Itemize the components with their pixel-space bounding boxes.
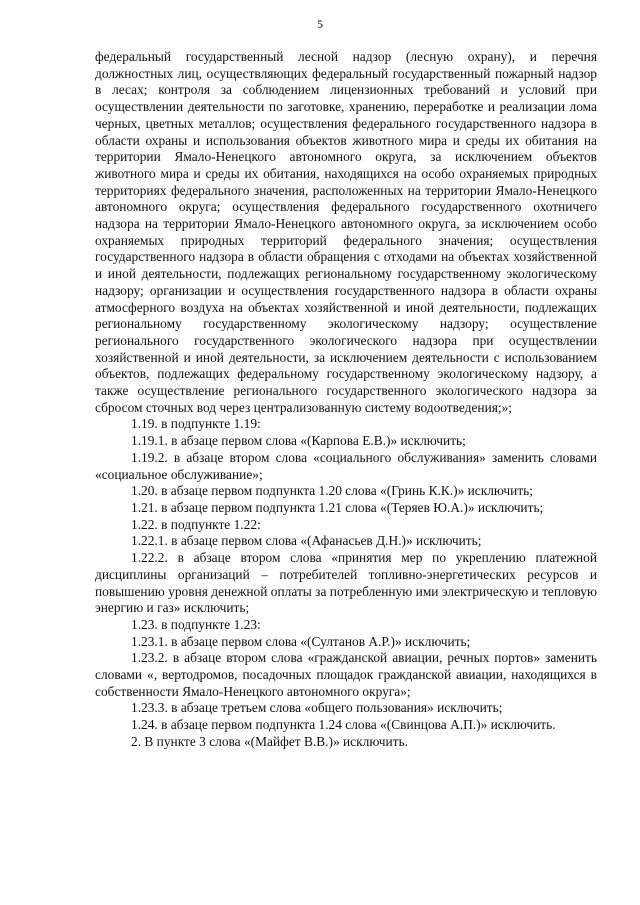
paragraph-1-23-3: 1.23.3. в абзаце третьем слова «общего пользования» исключить; <box>131 700 503 716</box>
paragraph-1-19: 1.19. в подпункте 1.19: <box>131 416 261 432</box>
paragraph-1-22: 1.22. в подпункте 1.22: <box>131 516 261 532</box>
document-body <box>95 49 597 751</box>
page-number: 5 <box>317 17 323 31</box>
paragraph-1-19-1: 1.19.1. в абзаце первом слова «(Карпова Е.В.)» исключить; <box>131 433 466 449</box>
paragraph-2: 2. В пункте 3 слова «(Майфет В.В.)» исключить. <box>131 733 409 749</box>
paragraph-1-19-2: 1.19.2. в абзаце втором слова «социального обслуживания» заменить словами «социальное обслуживание»; <box>95 449 597 482</box>
paragraph-1-24: 1.24. в абзаце первом подпункта 1.24 слова «(Свинцова А.П.)» исключить. <box>131 717 556 733</box>
paragraph-1-23-2: 1.23.2. в абзаце втором слова «гражданской авиации, речных портов» заменить словами «, вертодромов, посадочных площадок гражданской авиации, находящихся в собственности Ямало-Ненецкого автономного округа»; <box>95 650 597 699</box>
paragraph-1-22-2: 1.22.2. в абзаце втором слова «принятия мер по укреплению платежной дисциплины организаций – потребителей топливно-энергетических ресурсов и повышению уровня денежной оплаты за потребленную ими электрическую и тепловую энергию и газ» исключить; <box>95 550 597 616</box>
paragraph-1-23: 1.23. в подпункте 1.23: <box>131 616 261 632</box>
paragraph-1-21: 1.21. в абзаце первом подпункта 1.21 слова «(Теряев Ю.А.)» исключить; <box>131 499 544 515</box>
paragraph-1-23-1: 1.23.1. в абзаце первом слова «(Султанов А.Р.)» исключить; <box>131 633 471 649</box>
paragraph-1-20: 1.20. в абзаце первом подпункта 1.20 слова «(Гринь К.К.)» исключить; <box>131 483 533 499</box>
paragraph-1-22-1: 1.22.1. в абзаце первом слова «(Афанасьев Д.Н.)» исключить; <box>131 533 482 549</box>
paragraph-continuation: федеральный государственный лесной надзор (лесную охрану), и перечня должностных лиц, осуществляющих федеральный государственный пожарный надзор в лесах; контроля за соблюдением лицензионных требований и условий при осуществлении деятельности по заготовке, хранению, переработке и реализации лома черных, цветных металлов; осуществления федерального государственного надзора в области охраны и использования объектов животного мира и среды их обитания на территории Ямало-Ненецкого автономного округа, за исключением объектов животного мира и среды их обитания, находящихся на особо охраняемых природных территориях федерального значения, расположенных на территории Ямало-Ненецкого автономного округа; осуществления федерального государственного охотничего надзора на территории Ямало-Ненецкого автономного округа, за исключением особо охраняемых природных территорий федерального значения; осуществления государственного надзора в области обращения с отходами на объектах хозяйственной и иной деятельности, подлежащих региональному государственному экологическому надзору; организации и осуществления государственного надзора в области охраны атмосферного воздуха на объектах хозяйственной и иной деятельности, подлежащих региональному государственному экологическому надзору; осуществление регионального государственного экологического надзора при осуществлении хозяйственной и иной деятельности, за исключением деятельности с использованием объектов, подлежащих федеральному государственному экологическому надзору, а также осуществление регионального государственного экологического надзора за сбросом сточных вод через централизованную систему водоотведения;»; <box>95 49 597 415</box>
